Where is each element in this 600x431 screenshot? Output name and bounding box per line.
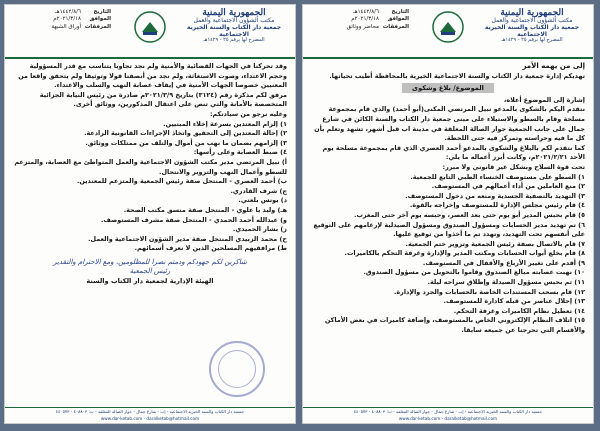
request-item: ٣) إلزامهم بضمان ما نهب من أموال والتلف من ممتلكات ووثائق. xyxy=(85,138,287,147)
meta-gregorian: الموافق٢٠٢١/٣/١٨م xyxy=(351,16,409,23)
violation-item: ٥) قام بحبس المدير أبو يوم حتى بعد العصر، وحبسه يوم آخر حتى المغرب. xyxy=(354,210,585,219)
violation-item: ٢) منع العاملين من أداء أعمالهم في المستوصف. xyxy=(431,182,585,191)
office-name: مكتب الشؤون الاجتماعية والعمل xyxy=(193,17,275,25)
violation-item: ١٢) قام بسحب المستندات الخاصة بالحسابات والجرد والإدارة. xyxy=(393,287,585,296)
violation-item: ٦) تم تهديد مدير الحسابات ومسؤول الصندوق ومسؤول الصيدلية لإرغامهم على التوقيع على أنفسهم تحت التهديد، وتهدد تم ما أخذوا من توقيع عليها. xyxy=(313,220,585,239)
subject-line: الموضوع/ بلاغ وشكوى xyxy=(311,83,585,94)
letter-meta xyxy=(309,9,409,31)
footer-address: جمعية دار الكتاب والسنة الخيرية الاجتماعية - إب - شارع جمال - جوار الصالة المغلقة - ت: ٤٠٨٨٠٣ - ٤٤٠٥٧٣ xyxy=(55,409,245,414)
violation-item: ٤) قام رئيس مجلس الإدارة للمستوصف وإخراجه بالقوة. xyxy=(409,201,585,210)
permit-number: المصرح لها برقم ٢٥ - ١٤٢٩هـ xyxy=(501,37,563,44)
org-name: الجمهورية اليمنية xyxy=(500,8,564,18)
letter-meta xyxy=(11,9,111,31)
official-stamp-icon xyxy=(209,341,265,397)
requests-title: وعليه نرجو من سيادتكم: xyxy=(209,109,287,118)
meta-date: التاريخ١٤٤٢/٨/٦هـ xyxy=(353,9,409,15)
violation-item: ٣) التهديد بالتصفية الجسدية ومنعه من دخول المستوصف. xyxy=(405,191,585,200)
letter-body xyxy=(5,59,295,287)
suspect-item: ح) محمد الزبيدي المنتحل صفة مدير الشؤون الاجتماعية والعمل. xyxy=(88,234,287,243)
signer-name: الهيئة الإدارية لجمعية دار الكتاب والسنة xyxy=(86,277,214,286)
request-item: ٤) ضبط العصابة وعلى رأسها: xyxy=(193,148,287,157)
suspect-item: و) عبدالله أحمد الحمدي - المنتحل صفة مشرف المستوصف. xyxy=(100,215,287,224)
suspect-item: د) يونس بلعتي. xyxy=(238,196,287,205)
paragraph: كما نتقدم لكم بالبلاغ والشكوى بالمدعو أحمد العصري الذي قام بمجموعة مسلحة يوم الأحد ٢٠٢١/٢/٢١م، وكانت أبرز أعماله ما يلي: xyxy=(322,143,585,162)
violation-item: ١٠) نهبت عصابته مبالغ الصندوق وقاموا بالتحويل من مسؤول الصندوق. xyxy=(363,268,585,277)
meta-attachments: المرفقاتأوراق الشبهة xyxy=(51,23,111,30)
association-name: جمعية دار الكتاب والسنة الخيرية الاجتماعية xyxy=(484,23,580,38)
request-item: ٢) إحالة المعتدين إلى التحقيق واتخاذ الإجراءات القانونية الرادعة. xyxy=(84,129,287,138)
paragraph: إشارة إلى الموضوع أعلاه، xyxy=(503,95,585,104)
meta-gregorian: الموافق٢٠٢١/٣/١٨م xyxy=(53,16,111,23)
greeting: تهديكم إدارة جمعية دار الكتاب والسنة الاجتماعية الخيرية بالمحافظة أطيب تحياتها. xyxy=(329,71,585,80)
suspect-item: هـ) وليد با علوي - المنتحل صفة منسق مكتب الصحة. xyxy=(123,205,287,214)
list-title: تحت قوة السلاح وبشكل غير قانوني ولا مبرر: xyxy=(442,162,585,171)
signature-block xyxy=(13,258,287,287)
violation-item: ١٥) اتلاف النظام الإلكتروني الخاص بالمستوصف، وإضافة كاميرات في بعض الأماكن والأقسام التي تحرجنا عن جميعه سابقا. xyxy=(324,316,585,335)
meta-date: التاريخ١٤٤٢/٨/٦هـ xyxy=(55,9,111,15)
letterhead-org xyxy=(179,8,289,44)
suspect-item: ط) مرافقيهم المسلحين الذين لا نعرف أسمائهم. xyxy=(134,244,287,253)
association-name: جمعية دار الكتاب والسنة الخيرية الاجتماعية xyxy=(186,23,282,38)
violation-item: ١٤) تعطيل نظام الكاميرات وغرفة التحكم. xyxy=(453,306,585,315)
footer-address: جمعية دار الكتاب والسنة الخيرية الاجتماعية - إب - شارع جمال - جوار الصالة المغلقة - ت: ٤٠٨٨٠٣ - ٤٤٠٥٧٣ xyxy=(353,409,543,414)
permit-number: المصرح لها برقم ٢٥ - ١٤٢٩هـ xyxy=(203,37,265,44)
signature: رئيس الجمعية xyxy=(129,267,171,276)
request-item: ١) إلزام المعتدين بسرعة إخلاء المبنيين. xyxy=(163,119,287,128)
letterhead xyxy=(5,5,295,59)
letterhead-org xyxy=(477,8,587,44)
suspect-item: ب) أحمد العصري - المنتحل صفة رئيس الجمعية والمتزعم للمعتدين. xyxy=(76,177,287,186)
association-logo-icon xyxy=(431,10,465,44)
paragraph: وقد تحركنا في الجهات القضائية والأمنية ولم نجد تجاوبا يتناسب مع قدر المسؤولية وحجم الاعتداء، وصوت الاستغاثة، ولم نجد من أنصفنا قولا وتوثيقا ولم يتحقق واقعا من المعنيين خصوصا الجهات الأمنية في إيقاف عصابة النهب والسلب والاعتداء. xyxy=(18,62,287,90)
violation-item: ٩) أقدم على تغيير الأرباع والأقفال في المستوصف. xyxy=(422,258,585,267)
letter-body xyxy=(303,59,593,336)
violation-item: ١١) تم بحبس مسؤول الصيدلة وإطلاق سراحه ليلة. xyxy=(427,278,585,287)
addressee: إلى من يهمه الأمر xyxy=(522,62,585,70)
org-name: الجمهورية اليمنية xyxy=(202,8,266,18)
violation-item: ٨) قام بخلع أبواب الحسابات ومكتب المدير والإدارة وغرفة التحكم بالكاميرات. xyxy=(344,249,585,258)
letter-page-2 xyxy=(4,4,296,424)
association-logo-icon xyxy=(133,10,167,44)
letter-page-1 xyxy=(302,4,594,424)
meta-attachments: المرفقاتمحاضر ووثائق xyxy=(346,23,409,30)
letterhead xyxy=(303,5,593,59)
violation-item: ١) السطو على مستوصف الخنساء الطبي التابع للجمعية. xyxy=(410,172,585,181)
suspect-item: ز) بشار الحميدي. xyxy=(232,225,287,234)
suspect-item: ج) شرف القادري. xyxy=(230,186,287,195)
violation-item: ١٣) إحلال عناصر من قبله كادارة للمستوصف. xyxy=(443,297,585,306)
footer-contact: www.dar-ketab.com - daralketab@hotmail.com xyxy=(100,415,200,421)
office-name: مكتب الشؤون الاجتماعية والعمل xyxy=(491,17,573,25)
paragraph: مرفق لكم مذكرة رقم (٣١٢٤) بتاريخ ٢٠٢١/٣/٩م صادرة من رئيس النيابة الجزائية المتخصصة بالأمانة والتي تنص على اعتقال المذكورين، ووثائق أخرى. xyxy=(39,90,287,109)
page-footer xyxy=(303,407,593,423)
closing-line: شاكرين لكم جهودكم ودمتم نصرا للمظلومين، ومع الاحترام والتقدير xyxy=(53,257,247,266)
violation-item: ٧) قام بالاتصال بصفة رئيس الجمعية وتزوير ختم الجمعية. xyxy=(405,239,585,248)
page-footer xyxy=(5,407,295,423)
paragraph: نتقدم اليكم بالشكوى بالمدعو نبيل المرتضي المكنى(أبو أحمد) والذي قام بمجموعة مسلحة وقام بالسطو والاستيلاء على مبنى جمعية دار الكتاب والسنة الكائن في شارع جمال على جانب الجمعية جوار الصالة المغلقة في مدينة اب قبل أشهر، تشهد وتعلم بأن كل ما فيه وحراسته وتمركز فيه حتى اللحظة. xyxy=(314,105,585,143)
suspect-item: أ) نبيل المرتضي مدير مكتب الشؤون الاجتماعية والعمل المتواطئ مع العصابة، والمتزعم للسطو وأعمال النهب والتزوير والانتحال. xyxy=(14,157,287,176)
footer-contact: www.dar-ketab.com - daralketab@hotmail.com xyxy=(398,415,498,421)
